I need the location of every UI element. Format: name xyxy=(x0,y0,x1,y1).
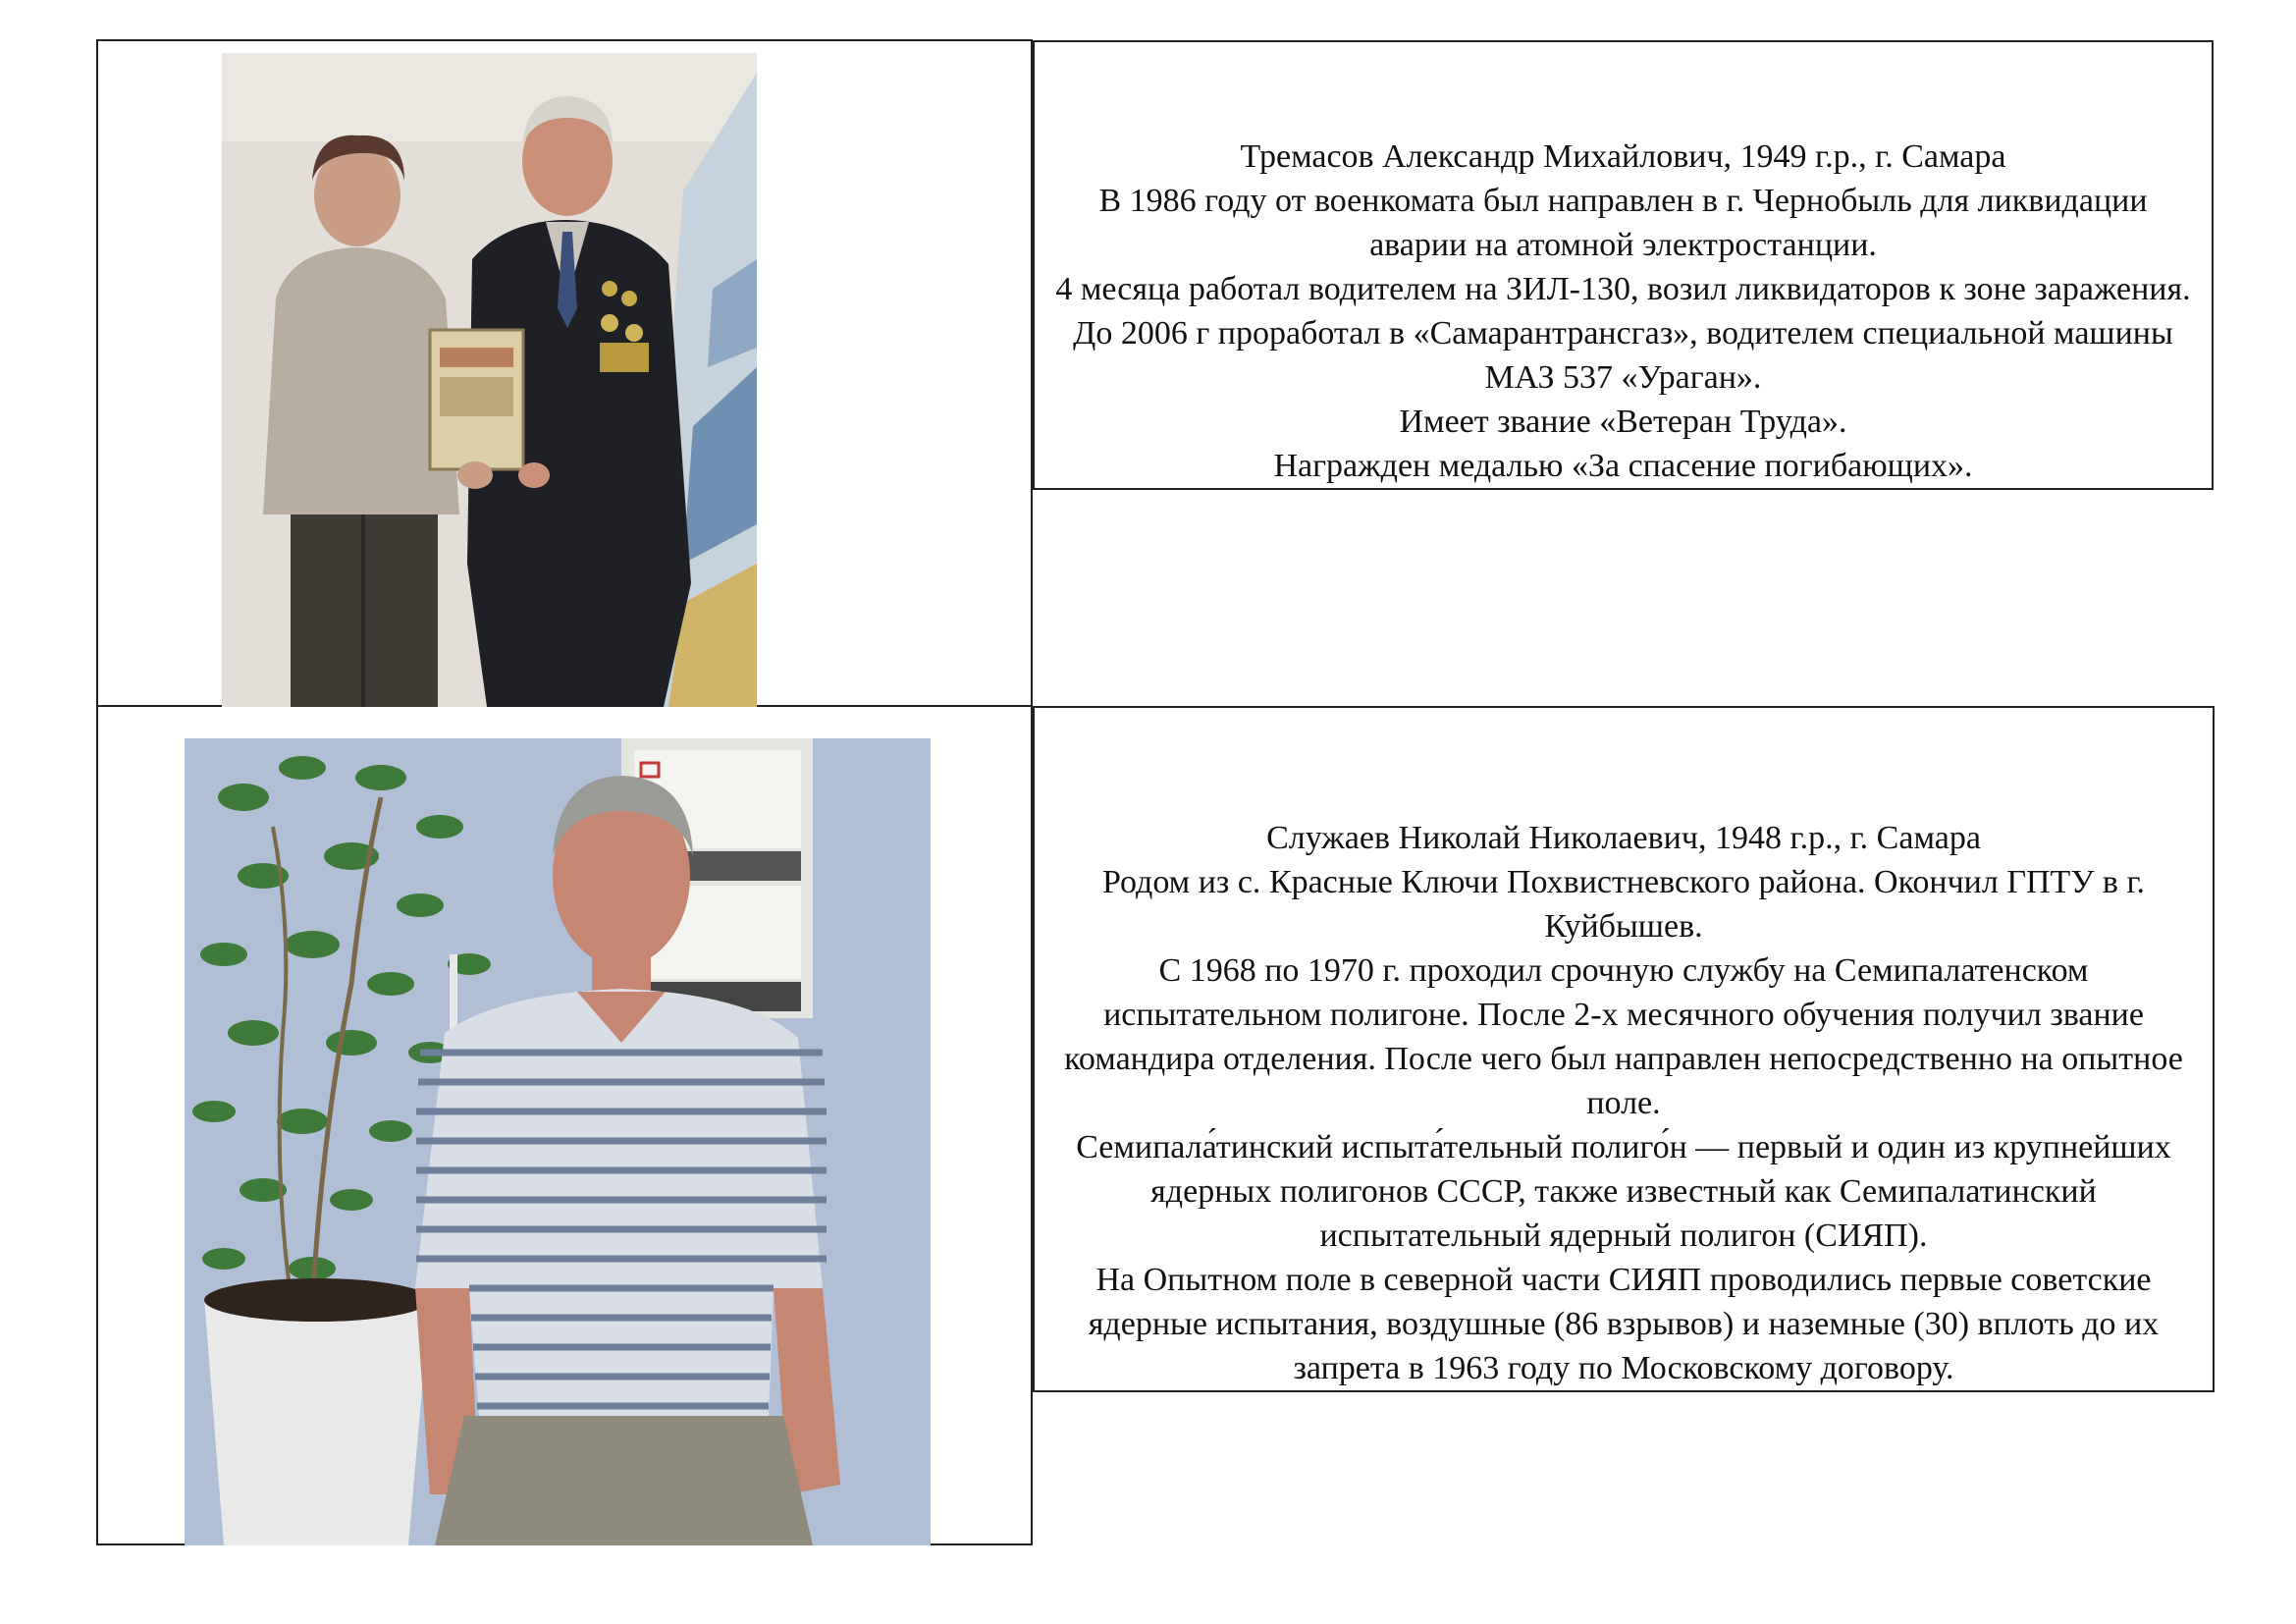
bio-line: На Опытном поле в северной части СИЯП проводились первые советские ядерные испытания, воздушные (86 взрывов) и наземные (30) вплоть до их запрета в 1963 году по Московскому договору. xyxy=(1088,1262,2160,1386)
biography-table xyxy=(96,39,2216,1545)
table-row xyxy=(97,40,2215,706)
table-row xyxy=(97,706,2215,1544)
bio-line: В 1986 году от военкомата был направлен в г. Чернобыль для ликвидации аварии на атомной электростанции. xyxy=(1098,183,2148,263)
bio-line: Имеет звание «Ветеран Труда». xyxy=(1399,404,1847,440)
photo-cell xyxy=(97,706,1032,1544)
bio-line: Награжден медалью «За спасение погибающих». xyxy=(1273,448,1973,484)
bio-line: Служаев Николай Николаевич, 1948 г.р., г. Самара xyxy=(1266,820,1981,856)
bio-text-tremasov xyxy=(1054,42,2193,488)
photo-sluzhaev xyxy=(185,738,931,1545)
photo-image xyxy=(222,53,757,707)
bio-line: 4 месяца работал водителем на ЗИЛ-130, возил ликвидаторов к зоне заражения. xyxy=(1055,271,2191,307)
bio-text-cell xyxy=(1033,40,2214,490)
bio-line: Тремасов Александр Михайлович, 1949 г.р., г. Самара xyxy=(1240,138,2006,175)
document-page xyxy=(96,39,2216,1545)
bio-text-sluzhaev xyxy=(1054,708,2193,1390)
photo-tremasov xyxy=(222,53,757,707)
bio-line: Родом из с. Красные Ключи Похвистневского района. Окончил ГПТУ в г. Куйбышев. xyxy=(1101,864,2146,945)
bio-line: С 1968 по 1970 г. проходил срочную службу на Семипалатенском испытательном полигоне. После 2-х месячного обучения получил звание командира отделения. После чего был направлен непосредственно на опытное поле. xyxy=(1064,952,2183,1121)
photo-image xyxy=(185,738,931,1545)
photo-cell xyxy=(97,40,1032,706)
bio-line: До 2006 г проработал в «Самарантрансгаз», водителем специальной машины МАЗ 537 «Ураган». xyxy=(1073,315,2173,396)
bio-line: Семипала́тинский испыта́тельный полиго́н — первый и один из крупнейших ядерных полигонов СССР, также известный как Семипалатинский испытательный ядерный полигон (СИЯП). xyxy=(1076,1129,2171,1254)
bio-text-cell xyxy=(1033,706,2215,1392)
